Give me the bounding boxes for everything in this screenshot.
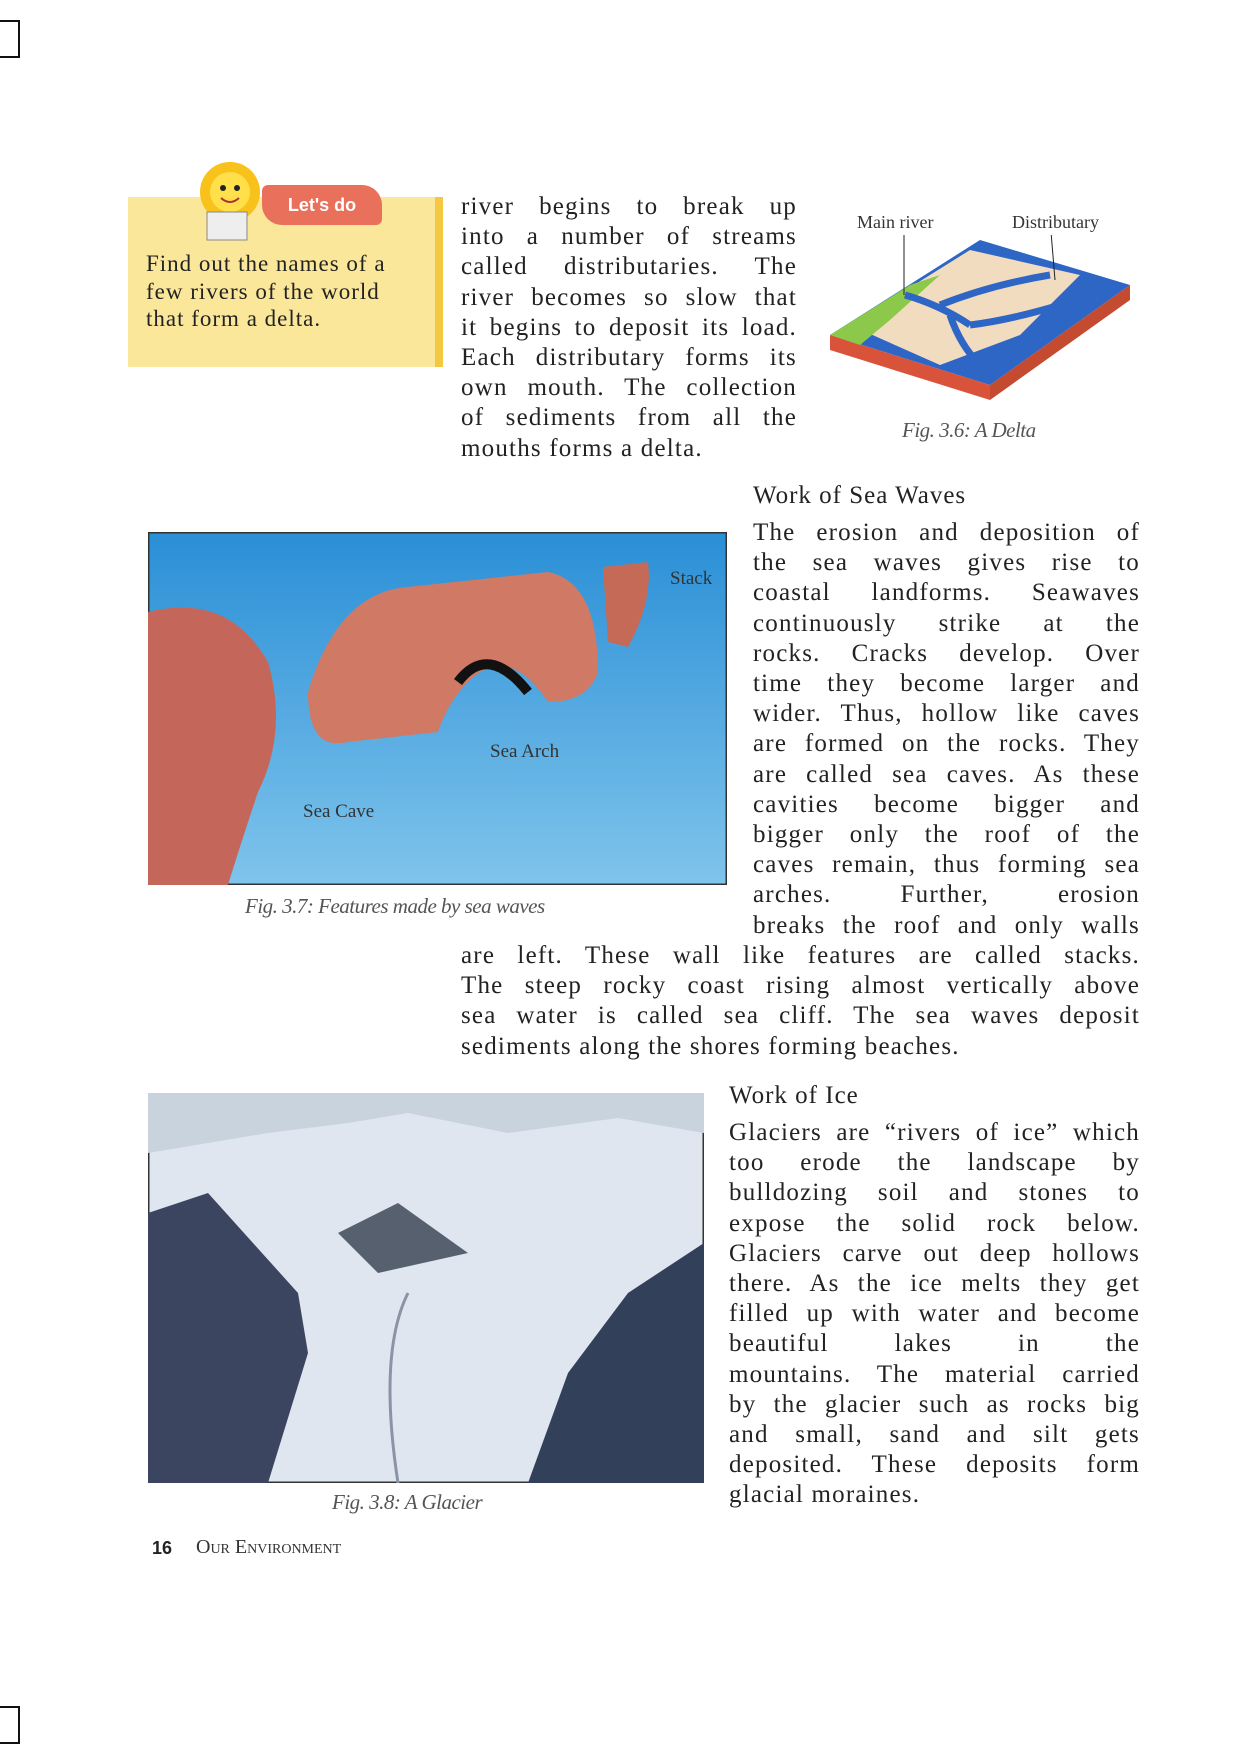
line: filled up with water and become xyxy=(729,1300,1140,1328)
line: Glaciers are “rivers of ice” which xyxy=(729,1119,1140,1146)
line: wider. Thus, hollow like caves xyxy=(753,700,1140,728)
heading-sea-waves: Work of Sea Waves xyxy=(753,482,967,509)
line: called distributaries. The xyxy=(461,253,797,281)
label-sea-arch: Sea Arch xyxy=(490,741,560,762)
line: by the glacier such as rocks big xyxy=(729,1390,1140,1418)
delta-diagram xyxy=(820,235,1140,415)
line: cavities become bigger and xyxy=(753,790,1140,818)
line: the sea waves gives rise to xyxy=(753,549,1140,577)
line: Glaciers carve out deep hollows xyxy=(729,1239,1140,1267)
sea-features-illustration xyxy=(148,532,727,885)
line: river becomes so slow that xyxy=(461,283,797,311)
line: coastal landforms. Seawaves xyxy=(753,579,1140,607)
line: into a number of streams xyxy=(461,223,797,251)
book-title: Our Environment xyxy=(196,1536,342,1558)
line: deposited. These deposits form xyxy=(729,1451,1140,1479)
lets-do-banner: Let's do xyxy=(262,185,382,225)
line: of sediments from all the xyxy=(461,404,797,432)
line: arches. Further, erosion xyxy=(753,881,1140,909)
line: bigger only the roof of the xyxy=(753,821,1140,849)
line: mountains. The material carried xyxy=(729,1360,1140,1388)
line: and small, sand and silt gets xyxy=(729,1421,1140,1449)
line: caves remain, thus forming sea xyxy=(753,851,1140,879)
sea-waves-wide-paragraph xyxy=(461,941,1140,1062)
line: are formed on the rocks. They xyxy=(753,730,1140,758)
line: time they become larger and xyxy=(753,670,1140,698)
delta-paragraph xyxy=(461,192,797,464)
label-main-river: Main river xyxy=(857,212,934,232)
line: Each distributary forms its xyxy=(461,344,797,372)
fig-sea-caption: Fig. 3.7: Features made by sea waves xyxy=(245,894,545,918)
line: The erosion and deposition of xyxy=(753,519,1140,546)
line: glacial moraines. xyxy=(729,1481,921,1509)
label-stack: Stack xyxy=(670,568,713,589)
fig-glacier-caption: Fig. 3.8: A Glacier xyxy=(332,1490,483,1514)
line: bulldozing soil and stones to xyxy=(729,1179,1140,1207)
line: beautiful lakes in the xyxy=(729,1330,1140,1358)
ice-paragraph xyxy=(729,1118,1140,1511)
line: are called sea caves. As these xyxy=(753,760,1140,788)
line: The steep rocky coast rising almost vertically above xyxy=(461,972,1140,1000)
line: rocks. Cracks develop. Over xyxy=(753,639,1140,667)
sea-waves-column xyxy=(753,518,1140,941)
line: sea water is called sea cliff. The sea waves deposit xyxy=(461,1002,1140,1030)
lets-do-text: Find out the names of a few rivers of the world that form a delta. xyxy=(146,251,386,331)
line: it begins to deposit its load. xyxy=(461,313,797,341)
line: continuously strike at the xyxy=(753,609,1140,637)
line: expose the solid rock below. xyxy=(729,1209,1140,1237)
line: river begins to break up xyxy=(461,193,797,220)
label-sea-cave: Sea Cave xyxy=(303,801,375,822)
fig-delta-caption: Fig. 3.6: A Delta xyxy=(902,418,1036,442)
line: there. As the ice melts they get xyxy=(729,1270,1140,1298)
crop-mark xyxy=(0,20,20,58)
label-distributary: Distributary xyxy=(1012,212,1099,232)
line: mouths forms a delta. xyxy=(461,434,703,462)
line: are left. These wall like features are called stacks. xyxy=(461,942,1140,969)
line: own mouth. The collection xyxy=(461,374,797,402)
line: breaks the roof and only walls xyxy=(753,911,1140,939)
page-number: 16 xyxy=(152,1538,173,1558)
line: sediments along the shores forming beaches. xyxy=(461,1032,960,1060)
line: too erode the landscape by xyxy=(729,1149,1140,1177)
crop-mark xyxy=(0,1706,20,1744)
heading-work-of-ice: Work of Ice xyxy=(729,1082,859,1109)
glacier-photo xyxy=(148,1093,704,1483)
